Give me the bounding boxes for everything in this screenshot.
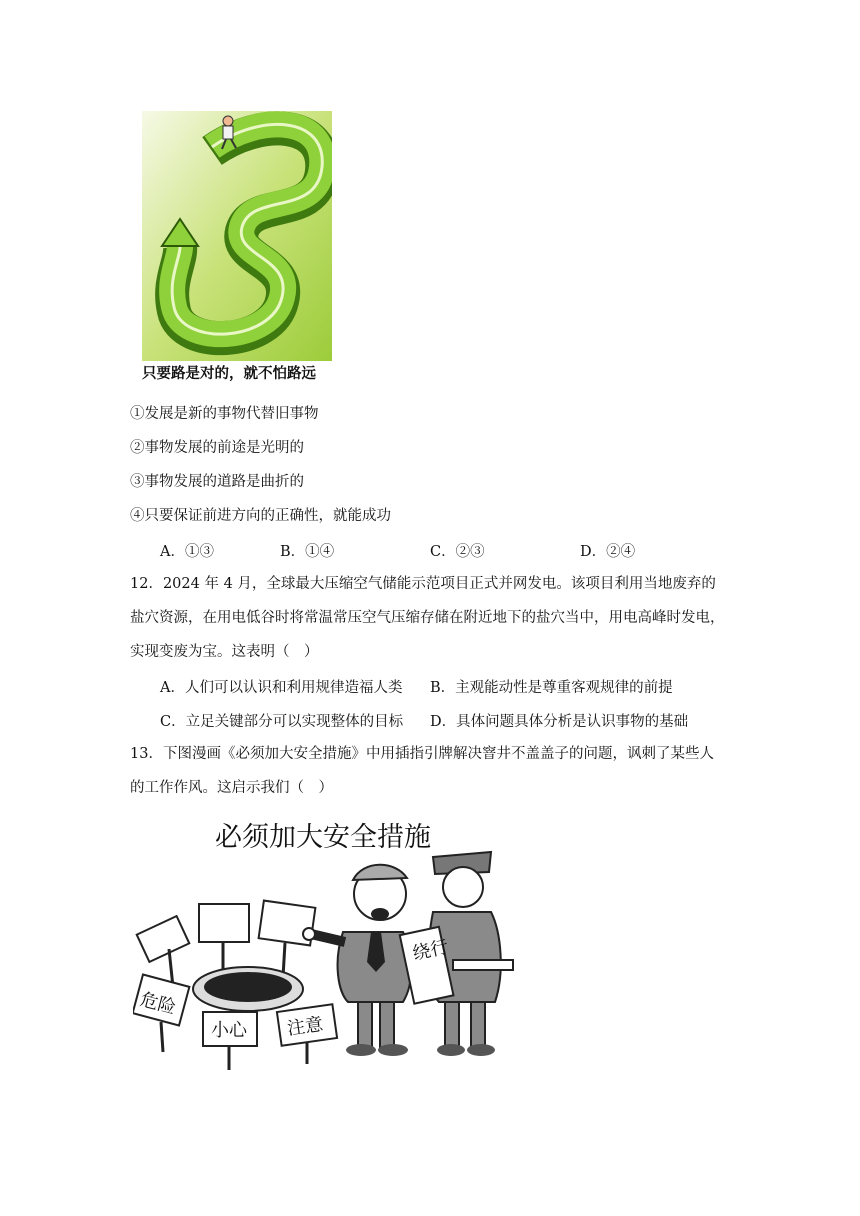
sign-danger: 危险 bbox=[137, 989, 179, 1019]
sign-detour-text: 绕行 bbox=[410, 936, 451, 965]
option-letter: B． bbox=[280, 544, 306, 560]
statement-3: ③事物发展的道路是曲折的 bbox=[130, 474, 304, 490]
option-c[interactable] bbox=[430, 540, 485, 561]
cartoon-title: 必须加大安全措施 bbox=[215, 822, 431, 853]
statement-1: ①发展是新的事物代替旧事物 bbox=[130, 406, 319, 422]
cartoon-drawing bbox=[133, 812, 518, 1074]
option-letter: A． bbox=[160, 544, 185, 560]
safety-cartoon bbox=[133, 812, 518, 1074]
option-letter: A． bbox=[160, 680, 185, 696]
option-letter: B． bbox=[430, 680, 456, 696]
option-text: ①④ bbox=[305, 544, 335, 560]
option-letter: C． bbox=[430, 544, 456, 560]
option-text: 主观能动性是尊重客观规律的前提 bbox=[455, 680, 673, 696]
statement-2: ②事物发展的前途是光明的 bbox=[130, 440, 304, 456]
q12-option-d[interactable] bbox=[430, 710, 688, 731]
option-a[interactable] bbox=[160, 540, 214, 561]
option-text: 具体问题具体分析是认识事物的基础 bbox=[456, 714, 689, 730]
q12-option-b[interactable] bbox=[430, 676, 673, 697]
option-d[interactable] bbox=[580, 540, 635, 561]
q13-stem-line-2: 的工作作风。这启示我们（ ） bbox=[130, 780, 333, 796]
option-text: 立足关键部分可以实现整体的目标 bbox=[185, 714, 404, 730]
option-text: 人们可以认识和利用规律造福人类 bbox=[184, 680, 403, 696]
winding-road-illustration bbox=[142, 111, 332, 361]
option-letter: D． bbox=[430, 714, 457, 730]
q12-stem-line-2: 盐穴资源，在用电低谷时将常温常压空气压缩存储在附近地下的盐穴当中，用电高峰时发电， bbox=[130, 610, 725, 626]
q13-stem-line-1: 13．下图漫画《必须加大安全措施》中用插指引牌解决窨井不盖盖子的问题，讽刺了某些人 bbox=[130, 746, 714, 762]
option-text: ②③ bbox=[455, 544, 485, 560]
sign-caution: 注意 bbox=[285, 1013, 325, 1040]
q12-stem-line-3: 实现变废为宝。这表明（ ） bbox=[130, 644, 319, 660]
q12-option-c[interactable] bbox=[160, 710, 403, 731]
road-drawing bbox=[142, 111, 332, 361]
sign-careful: 小心 bbox=[211, 1020, 247, 1041]
q12-stem-line-1: 12．2024 年 4 月，全球最大压缩空气储能示范项目正式并网发电。该项目利用当地废弃的 bbox=[130, 576, 716, 592]
figure-caption: 只要路是对的，就不怕路远 bbox=[142, 366, 316, 382]
option-letter: C． bbox=[160, 714, 186, 730]
q12-option-a[interactable] bbox=[160, 676, 402, 697]
option-b[interactable] bbox=[280, 540, 334, 561]
option-letter: D． bbox=[580, 544, 607, 560]
option-text: ②④ bbox=[606, 544, 636, 560]
statement-4: ④只要保证前进方向的正确性，就能成功 bbox=[130, 508, 391, 524]
option-text: ①③ bbox=[184, 544, 214, 560]
